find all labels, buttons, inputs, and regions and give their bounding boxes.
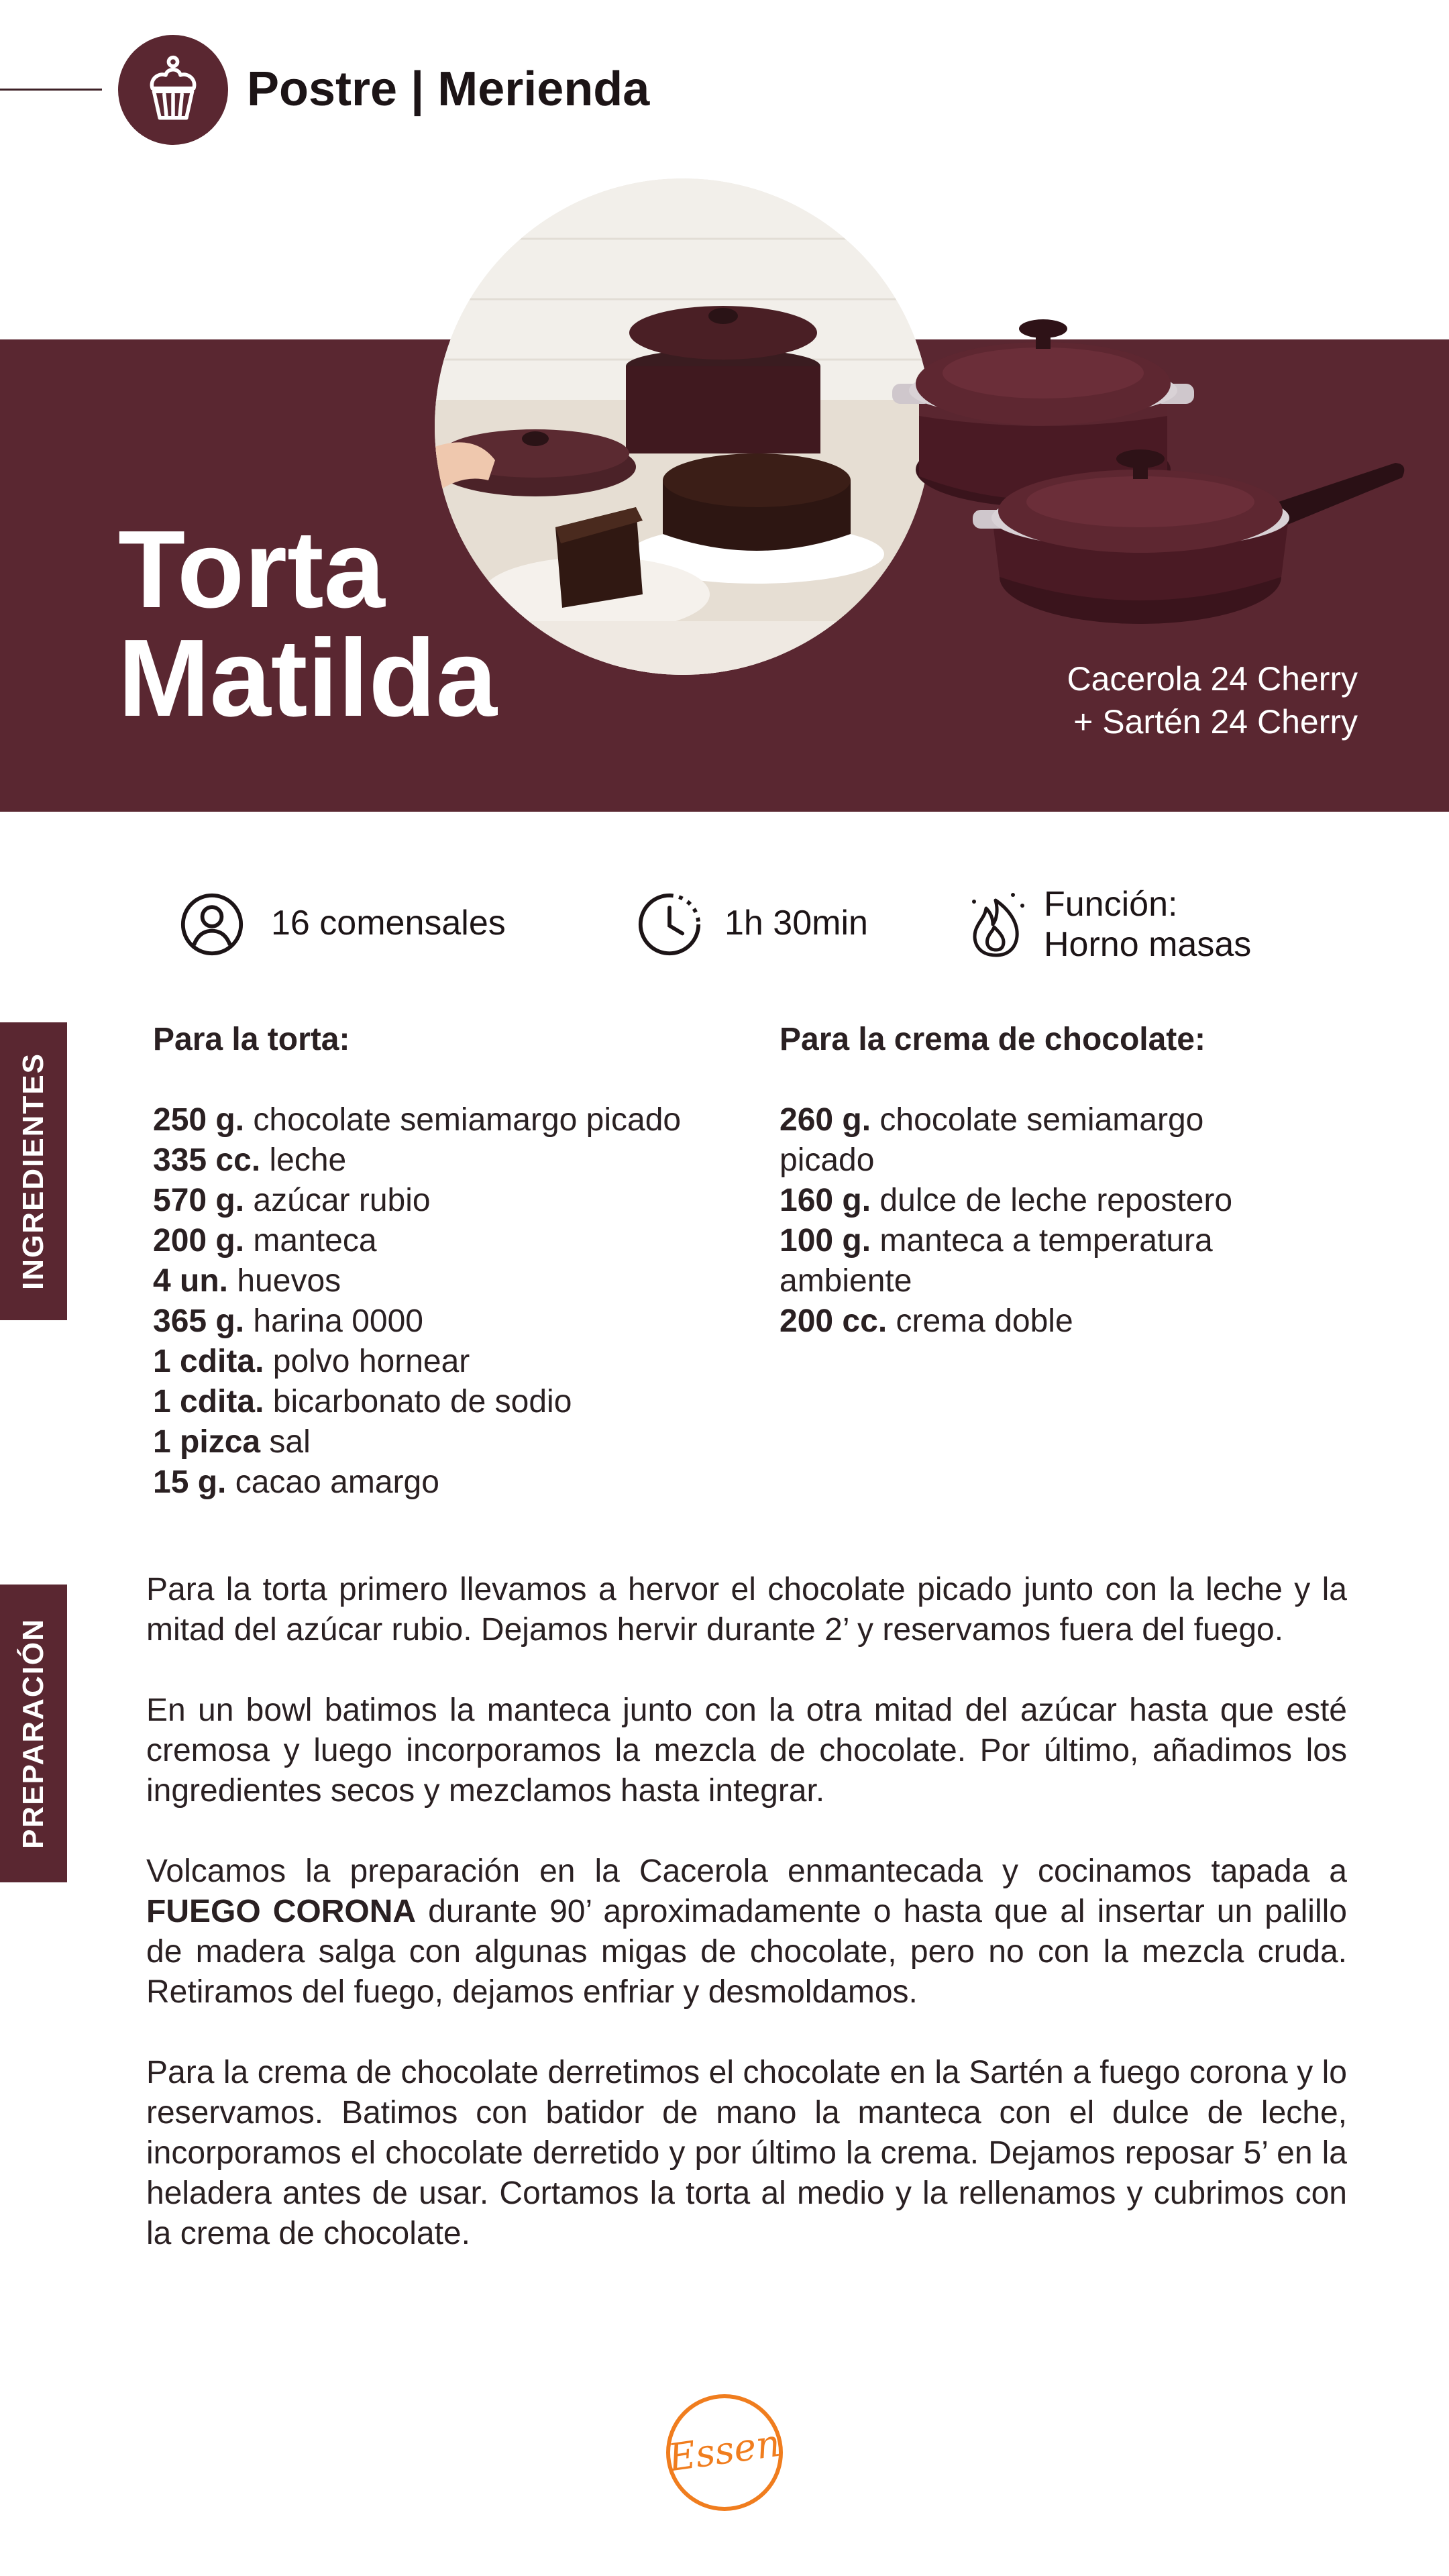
ingredient-qty: 4 un. [153,1263,229,1299]
preparation-steps [146,1570,1347,2294]
cake-ingredients [153,1020,681,1503]
function-label: Función: [1044,885,1178,924]
ingredient-row [153,1462,681,1503]
step-paragraph: Para la torta primero llevamos a hervor el chocolate picado junto con la leche y la mitad del azúcar rubio. Dejamos hervir durante 2’ y reservamos fuera del fuego. [146,1572,1347,1648]
step-emphasis: FUEGO CORONA [146,1894,417,1929]
ingredient-row [153,1140,681,1181]
ingredient-name: sal [269,1424,311,1460]
recipe-title [118,508,497,740]
ingredient-name: polvo hornear [272,1344,470,1379]
ingredient-row [153,1261,681,1301]
ingredient-qty: 1 cdita. [153,1384,264,1419]
ingredient-row [153,1382,681,1422]
step-text: Volcamos la preparación en la Cacerola enmantecada y cocinamos tapada a [146,1854,1347,1889]
ingredient-qty: 15 g. [153,1464,227,1500]
step-paragraph: Para la crema de chocolate derretimos el chocolate en la Sartén a fuego corona y lo reservamos. Batimos con batidor de mano la manteca con el dulce de leche, incorporamos el chocolate derretido y por último la crema. Dejamos reposar 5’ en la heladera antes de usar. Cortamos la torta al medio y la rellenamos y cubrimos con la crema de chocolate. [146,2055,1347,2251]
ingredient-qty: 200 g. [153,1223,245,1258]
cookware-illustration [879,309,1409,644]
clock-icon [637,892,702,960]
product-cacerola: Cacerola 24 Cherry [1067,660,1358,698]
ingredient-qty: 260 g. [780,1102,871,1138]
ingredient-row-continued: picado [780,1142,875,1178]
svg-text:Essen: Essen [665,2421,784,2481]
product-sarten: + Sartén 24 Cherry [1073,703,1358,741]
ingredient-row [153,1301,681,1342]
user-icon [180,892,244,960]
ingredient-qty: 365 g. [153,1303,245,1339]
step-text: durante 90’ aproximadamente o hasta que al insertar un palillo de madera salga con algunas migas de chocolate, pero no con la mezcla cruda. Retiramos del fuego, dejamos enfriar y desmoldamos. [146,1894,1347,2010]
ingredient-name: leche [269,1142,347,1178]
preparation-tab-label: PREPARACIÓN [17,1618,50,1849]
ingredient-name: chocolate semiamargo [879,1102,1204,1138]
ingredient-name: dulce de leche repostero [879,1183,1233,1218]
ingredient-row [780,1301,1232,1342]
ingredient-name: manteca a temperatura [879,1223,1213,1258]
ingredient-qty: 100 g. [780,1223,871,1258]
ingredient-row [153,1342,681,1382]
header-rule [0,89,102,91]
ingredient-name: cacao amargo [235,1464,439,1500]
essen-logo [664,2392,785,2513]
preparation-tab [0,1585,67,1882]
ingredient-qty: 1 cdita. [153,1344,264,1379]
flame-icon [966,890,1026,963]
title-line-2: Matilda [118,616,497,740]
step-paragraph [146,1851,1347,2012]
oven-function [1044,884,1251,965]
prep-time: 1h 30min [724,904,868,943]
title-line-1: Torta [118,508,385,631]
ingredient-name: manteca [253,1223,377,1258]
ingredient-name: harina 0000 [253,1303,423,1339]
cake-photo [435,178,931,675]
ingredients-tab-label: INGREDIENTES [17,1052,50,1291]
ingredients-tab [0,1022,67,1320]
ingredient-qty: 160 g. [780,1183,871,1218]
cupcake-icon [118,35,228,145]
servings: 16 comensales [271,904,506,943]
ingredient-qty: 1 pizca [153,1424,261,1460]
ingredient-name: azúcar rubio [253,1183,431,1218]
ingredient-row [780,1181,1232,1221]
ingredient-row [780,1100,1232,1140]
ingredient-qty: 250 g. [153,1102,245,1138]
function-value: Horno masas [1044,925,1252,964]
ingredient-row [153,1422,681,1462]
category-title: Postre | Merienda [247,62,650,116]
cream-ingredients [780,1020,1232,1342]
ingredient-qty: 200 cc. [780,1303,888,1339]
ingredient-name: chocolate semiamargo picado [253,1102,682,1138]
ingredient-row [153,1100,681,1140]
ingredient-row-continued: ambiente [780,1263,912,1299]
ingredient-qty: 335 cc. [153,1142,261,1178]
ingredient-name: bicarbonato de sodio [272,1384,572,1419]
ingredient-row [153,1181,681,1221]
ingredient-name: crema doble [896,1303,1073,1339]
cake-heading: Para la torta: [153,1022,350,1057]
step-paragraph: En un bowl batimos la manteca junto con la otra mitad del azúcar hasta que esté cremosa y luego incorporamos la mezcla de chocolate. Por último, añadimos los ingredientes secos y mezclamos hasta integrar. [146,1693,1347,1809]
products-caption [1067,657,1358,743]
cream-heading: Para la crema de chocolate: [780,1022,1205,1057]
ingredient-row [153,1221,681,1261]
ingredient-name: huevos [237,1263,341,1299]
ingredient-qty: 570 g. [153,1183,245,1218]
ingredient-row [780,1221,1232,1261]
